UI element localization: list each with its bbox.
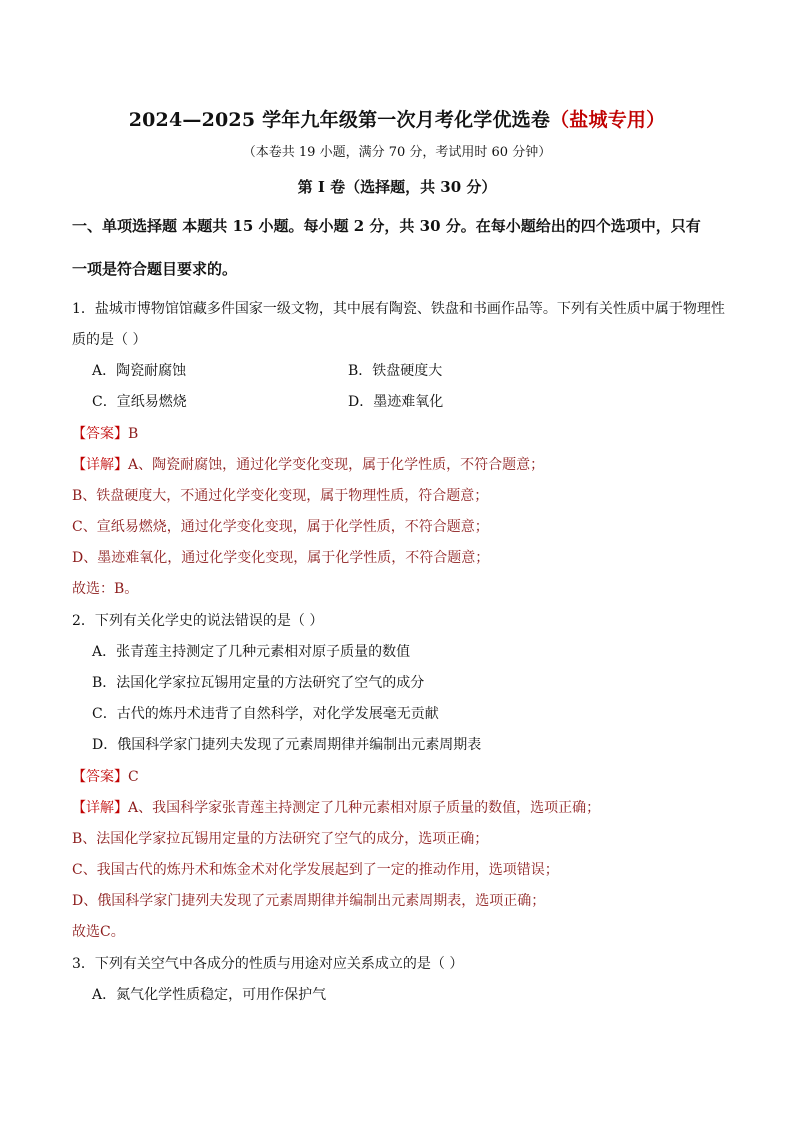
q2-option-a: A．张青莲主持测定了几种元素相对原子质量的数值: [92, 644, 411, 660]
answer-value: C: [128, 769, 139, 785]
q2-conclusion: 故选C。: [72, 924, 125, 940]
q2-stem: 2．下列有关化学史的说法错误的是（ ）: [72, 613, 324, 629]
paper-subtitle: （本卷共 19 小题，满分 70 分，考试用时 60 分钟）: [242, 145, 552, 160]
q1-option-d: D．墨迹难氧化: [348, 394, 444, 410]
instructions-line-1: 一、单项选择题 本题共 15 小题。每小题 2 分，共 30 分。在每小题给出的四个选项中，只有: [72, 217, 701, 235]
q2-detail-4: D、俄国科学家门捷列夫发现了元素周期律并编制出元素周期表，选项正确；: [72, 893, 546, 909]
q2-answer: [72, 768, 139, 786]
q1-detail-3: C、宣纸易燃烧，通过化学变化变现，属于化学性质，不符合题意；: [72, 519, 489, 535]
q2-detail-1: [72, 799, 600, 817]
paper-title: [0, 105, 794, 132]
q2-option-b: B．法国化学家拉瓦锡用定量的方法研究了空气的成分: [92, 675, 425, 691]
q2-option-d: D．俄国科学家门捷列夫发现了元素周期律并编制出元素周期表: [92, 737, 482, 753]
answer-tag: 【答案】: [72, 769, 128, 785]
answer-value: B: [128, 426, 139, 442]
q2-detail-3: C、我国古代的炼丹术和炼金术对化学发展起到了一定的推动作用，选项错误；: [72, 862, 559, 878]
title-region: （盐城专用）: [550, 109, 666, 131]
q1-detail-1: [72, 456, 544, 474]
section-heading: 第 I 卷（选择题，共 30 分）: [297, 178, 497, 196]
q1-answer: [72, 425, 138, 443]
q1-conclusion: 故选：B。: [72, 581, 139, 597]
instructions-line-2: 一项是符合题目要求的。: [72, 260, 238, 278]
detail-tag: 【详解】: [72, 457, 128, 473]
q1-option-c: C．宣纸易燃烧: [92, 394, 187, 410]
q2-detail-2: B、法国化学家拉瓦锡用定量的方法研究了空气的成分，选项正确；: [72, 831, 489, 847]
answer-tag: 【答案】: [72, 426, 128, 442]
q1-detail-4: D、墨迹难氧化，通过化学变化变现，属于化学性质，不符合题意；: [72, 550, 490, 566]
detail-text: A、我国科学家张青莲主持测定了几种元素相对原子质量的数值，选项正确；: [128, 800, 601, 816]
title-main: 2024—2025 学年九年级第一次月考化学优选卷: [128, 109, 551, 131]
q1-option-a: A．陶瓷耐腐蚀: [92, 363, 187, 379]
q1-stem-line-2: 质的是（ ）: [72, 332, 147, 348]
detail-tag: 【详解】: [72, 800, 128, 816]
q1-option-b: B．铁盘硬度大: [348, 363, 443, 379]
q3-option-a: A．氮气化学性质稳定，可用作保护气: [92, 987, 327, 1003]
q2-option-c: C．古代的炼丹术违背了自然科学，对化学发展毫无贡献: [92, 706, 439, 722]
detail-text: A、陶瓷耐腐蚀，通过化学变化变现，属于化学性质，不符合题意；: [128, 457, 545, 473]
q1-detail-2: B、铁盘硬度大，不通过化学变化变现，属于物理性质，符合题意；: [72, 488, 489, 504]
q1-stem-line-1: 1．盐城市博物馆馆藏多件国家一级文物，其中展有陶瓷、铁盘和书画作品等。下列有关性质中属于物理性: [72, 301, 725, 317]
q3-stem: 3．下列有关空气中各成分的性质与用途对应关系成立的是（ ）: [72, 956, 464, 972]
